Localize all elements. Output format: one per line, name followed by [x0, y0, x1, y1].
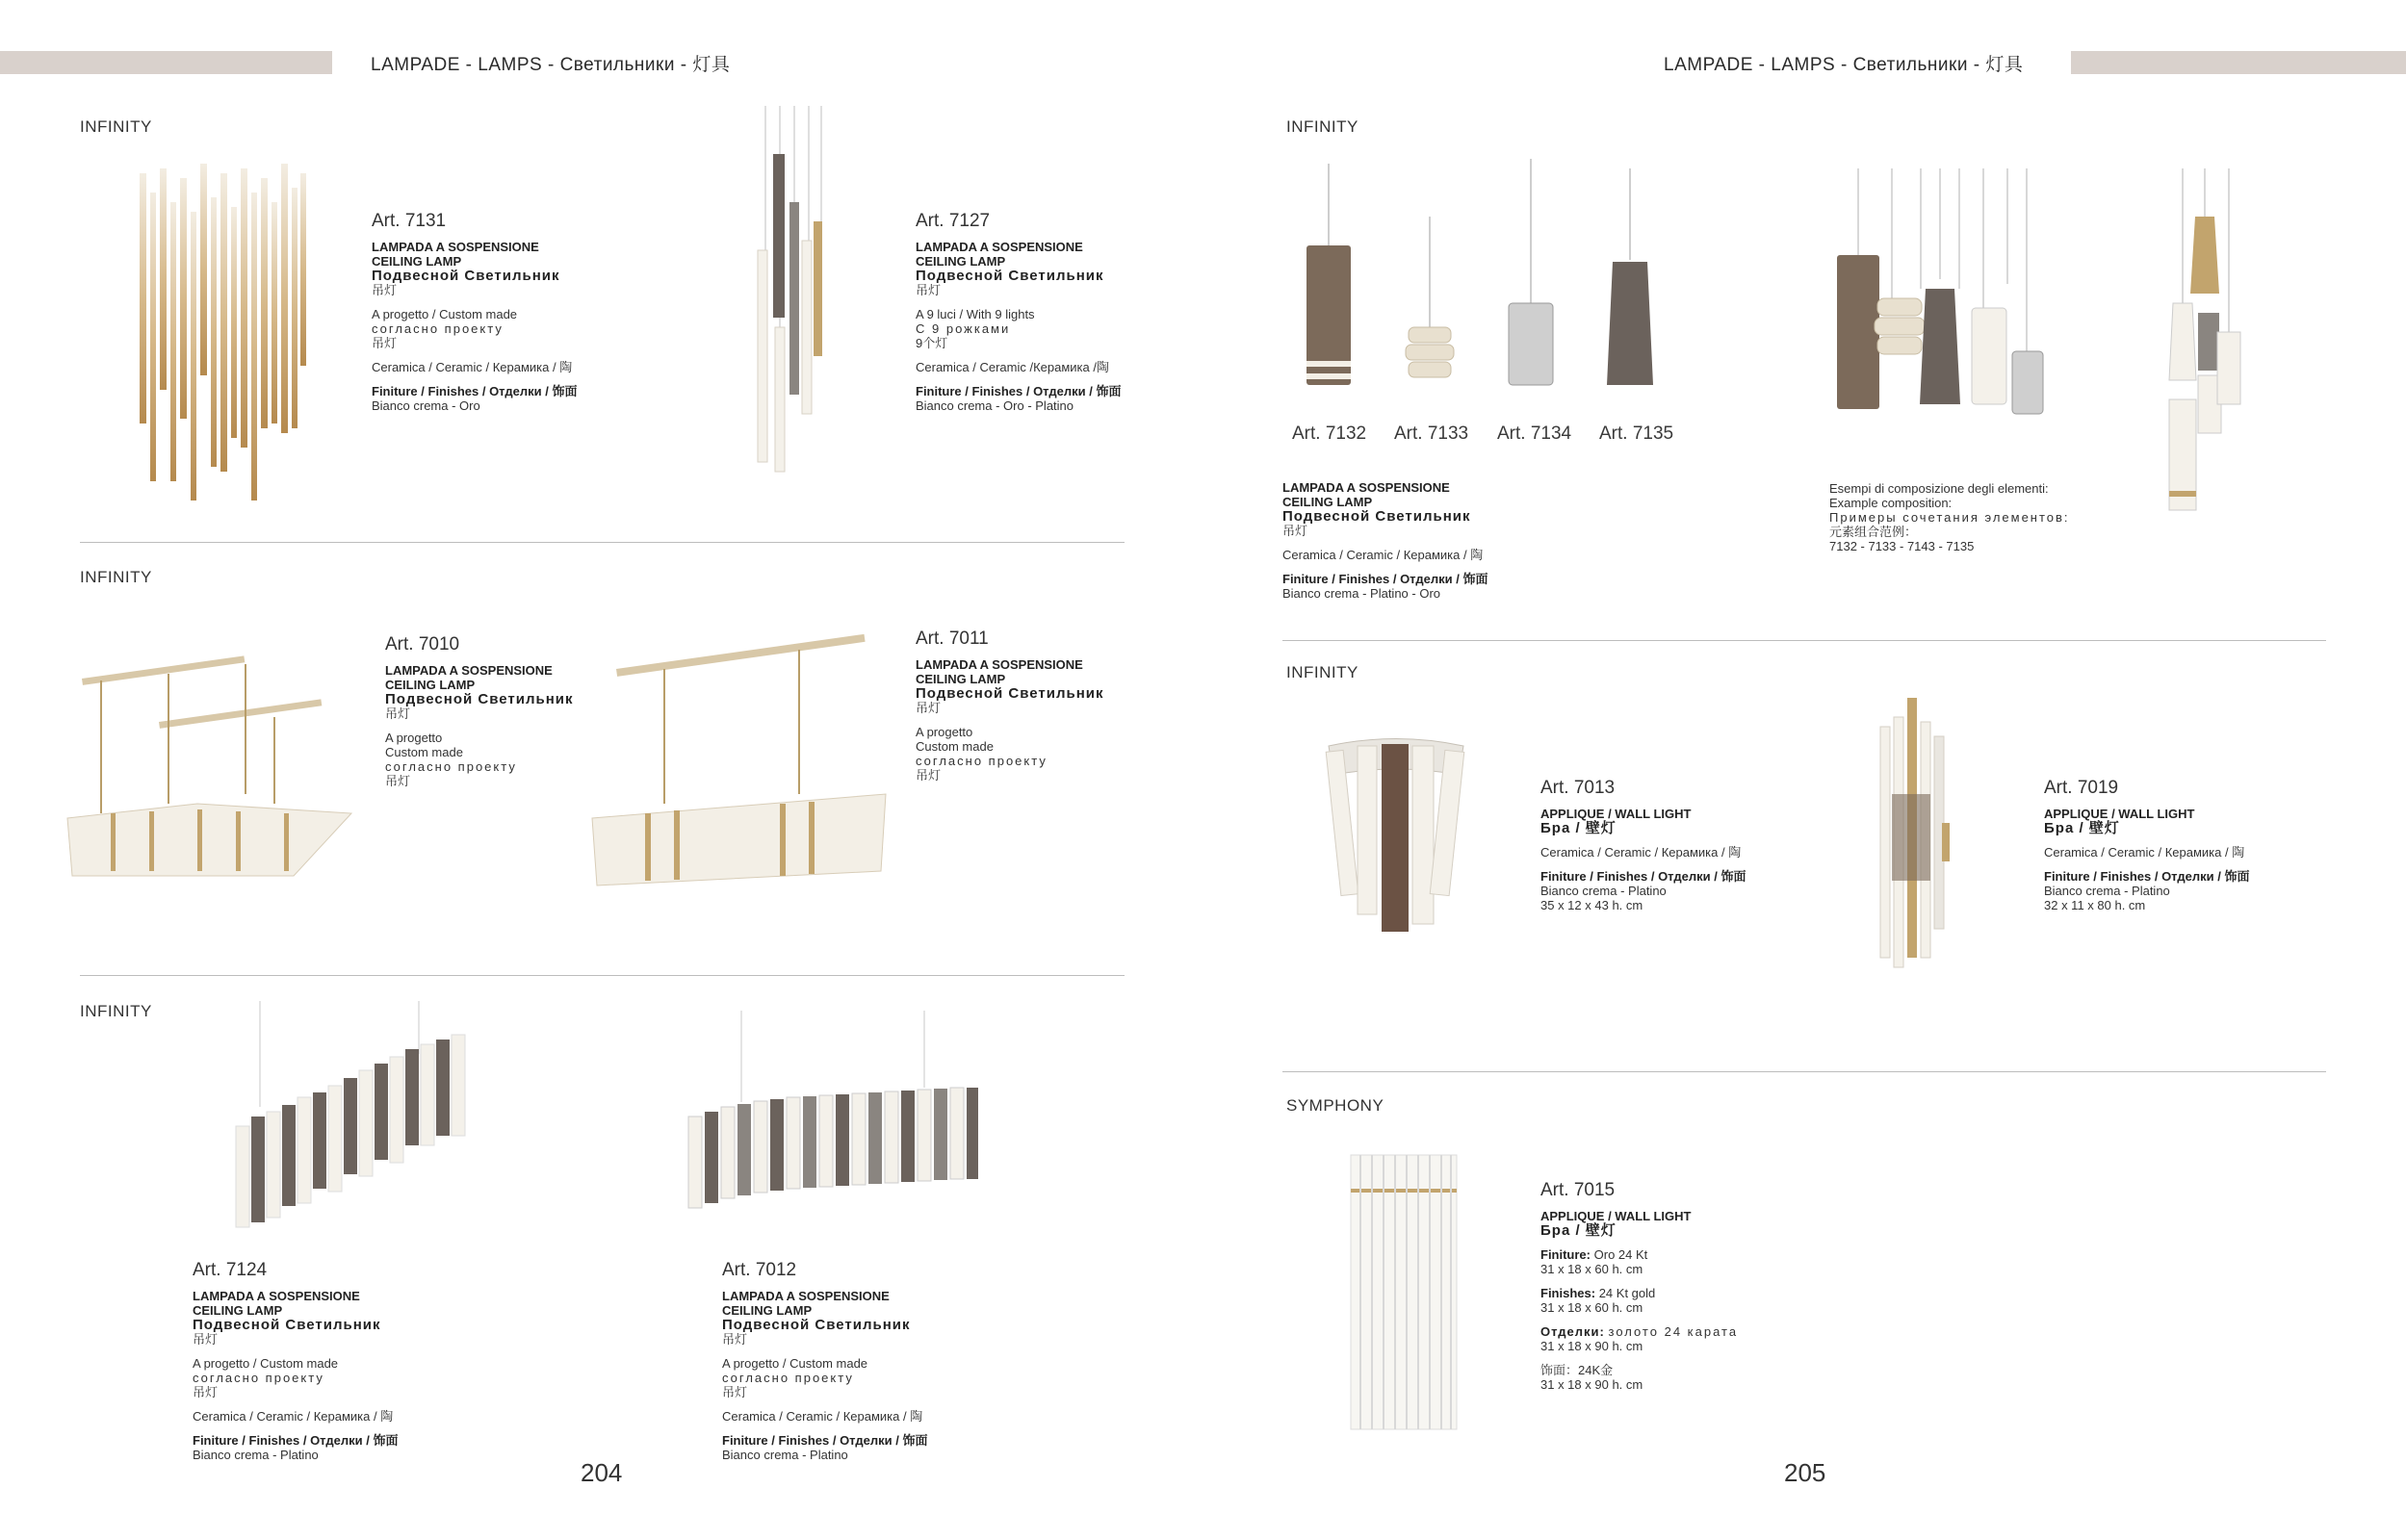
product-7013-info	[1540, 778, 1746, 912]
finishes-value: Bianco crema - Platino	[2044, 884, 2170, 898]
lamp-7010-image	[63, 640, 361, 886]
type-ru: Подвесной Светильник	[916, 685, 1104, 702]
type-ru: Подвесной Светильник	[722, 1317, 911, 1333]
type-cn: 吊灯	[372, 283, 398, 297]
finishes-label: Finiture / Finishes / Отделки / 饰面	[916, 384, 1122, 398]
finish-ru-key: Отделки:	[1540, 1324, 1605, 1339]
dimensions: 32 x 11 x 80 h. cm	[2044, 898, 2146, 912]
type-en: CEILING LAMP	[372, 254, 462, 269]
wall-light-7015-image	[1343, 1150, 1463, 1434]
finish-ru-value: золото 24 карата	[1608, 1324, 1739, 1339]
custom-cn: 吊灯	[722, 1385, 748, 1399]
material: Ceramica / Ceramic / Керамика / 陶	[193, 1409, 394, 1424]
composition-ru: Примеры сочетания элементов:	[1829, 510, 2070, 525]
header-bar-right	[2071, 51, 2406, 74]
type-en: CEILING LAMP	[916, 254, 1006, 269]
composition-info	[1829, 481, 2070, 553]
lamp-7131-image	[135, 164, 308, 500]
type-ru: Подвесной Светильник	[372, 268, 560, 284]
lamp-7012-image	[684, 1011, 982, 1218]
product-7124-info	[193, 1260, 399, 1462]
custom-ru: согласно проекту	[722, 1371, 854, 1385]
type-it: LAMPADA A SOSPENSIONE	[916, 657, 1083, 672]
art-number: Art. 7012	[722, 1260, 797, 1280]
type-en: APPLIQUE / WALL LIGHT	[1540, 1209, 1692, 1223]
composition-vertical-image	[2161, 168, 2248, 515]
finishes-value: Bianco crema - Platino - Oro	[1282, 586, 1441, 601]
art-number: Art. 7015	[1540, 1180, 1616, 1200]
type-en: APPLIQUE / WALL LIGHT	[2044, 807, 2195, 821]
type-en: CEILING LAMP	[385, 678, 476, 692]
art-label-7133: Art. 7133	[1394, 424, 1469, 444]
type-ru: Бра / 壁灯	[2044, 820, 2120, 836]
header-title-right: LAMPADE - LAMPS - Светильники - 灯具	[1664, 55, 2024, 75]
material: Ceramica / Ceramic /Керамика /陶	[916, 360, 1109, 374]
type-cn: 吊灯	[916, 283, 942, 297]
type-ru: Подвесной Светильник	[385, 691, 574, 707]
section-label: SYMPHONY	[1286, 1096, 1384, 1115]
product-7132-set-info	[1282, 480, 1488, 601]
finish-it-dim: 31 x 18 x 60 h. cm	[1540, 1262, 1643, 1276]
finishes-value: Bianco crema - Oro	[372, 398, 480, 413]
finish-en-key: Finishes:	[1540, 1286, 1596, 1300]
finish-en-value: 24 Kt gold	[1598, 1286, 1656, 1300]
section-label: INFINITY	[80, 568, 152, 586]
type-ru: Подвесной Светильник	[916, 268, 1104, 284]
composition-it: Esempi di composizione degli elementi:	[1829, 481, 2049, 496]
art-number: Art. 7010	[385, 634, 460, 654]
wall-light-7013-image	[1324, 736, 1468, 938]
finishes-label: Finiture / Finishes / Отделки / 饰面	[722, 1433, 928, 1448]
custom-line: A progetto / Custom made	[372, 307, 518, 321]
product-7015-info	[1540, 1180, 1739, 1392]
custom-it: A progetto	[916, 725, 973, 739]
finishes-label: Finiture / Finishes / Отделки / 饰面	[193, 1433, 399, 1448]
finish-cn-dim: 31 x 18 x 90 h. cm	[1540, 1377, 1643, 1392]
composition-en: Example composition:	[1829, 496, 1953, 510]
material: Ceramica / Ceramic / Керамика / 陶	[722, 1409, 923, 1424]
section-label: INFINITY	[80, 117, 152, 136]
art-number: Art. 7011	[916, 629, 989, 649]
type-it: LAMPADA A SOSPENSIONE	[372, 240, 539, 254]
material: Ceramica / Ceramic / Керамика / 陶	[372, 360, 573, 374]
type-it: LAMPADA A SOSPENSIONE	[193, 1289, 360, 1303]
divider	[1282, 640, 2326, 641]
finish-en-dim: 31 x 18 x 60 h. cm	[1540, 1300, 1643, 1315]
art-number: Art. 7019	[2044, 778, 2119, 798]
finish-it-key: Finiture:	[1540, 1247, 1591, 1262]
type-it: LAMPADA A SOSPENSIONE	[916, 240, 1083, 254]
product-7012-info	[722, 1260, 928, 1462]
finishes-value: Bianco crema - Platino	[722, 1448, 848, 1462]
custom-cn: 吊灯	[385, 774, 411, 788]
custom-cn: 吊灯	[916, 768, 942, 783]
custom-ru: согласно проекту	[385, 759, 517, 774]
section-label: INFINITY	[1286, 663, 1358, 681]
divider	[80, 542, 1125, 543]
finishes-value: Bianco crema - Platino	[193, 1448, 319, 1462]
product-7011-info	[916, 631, 1104, 783]
type-en: CEILING LAMP	[916, 672, 1006, 686]
finish-ru-dim: 31 x 18 x 90 h. cm	[1540, 1339, 1643, 1353]
custom-ru: согласно проекту	[916, 754, 1048, 768]
lamp-7124-image	[226, 1001, 477, 1237]
finish-it	[1540, 1247, 1738, 1262]
type-en: CEILING LAMP	[722, 1303, 813, 1318]
composition-cluster-image	[1829, 164, 2051, 419]
type-en: CEILING LAMP	[1282, 495, 1373, 509]
custom-cn: 吊灯	[372, 336, 398, 350]
finish-ru	[1540, 1324, 1738, 1339]
art-number: Art. 7124	[193, 1260, 268, 1280]
art-label-7132: Art. 7132	[1292, 424, 1367, 444]
product-7019-info	[2044, 778, 2250, 912]
type-en: CEILING LAMP	[193, 1303, 283, 1318]
header-title-left: LAMPADE - LAMPS - Светильники - 灯具	[371, 55, 731, 75]
custom-line: A progetto / Custom made	[722, 1356, 868, 1371]
art-number: Art. 7013	[1540, 778, 1616, 798]
dimensions: 35 x 12 x 43 h. cm	[1540, 898, 1643, 912]
finishes-value: Bianco crema - Oro - Platino	[916, 398, 1074, 413]
material: Ceramica / Ceramic / Керамика / 陶	[1282, 548, 1484, 562]
page-number-left: 204	[581, 1458, 623, 1487]
lights-ru: С 9 рожками	[916, 321, 1011, 336]
finishes-label: Finiture / Finishes / Отделки / 饰面	[1540, 869, 1746, 884]
composition-cn: 元素组合范例：	[1829, 525, 1918, 539]
section-label: INFINITY	[80, 1002, 152, 1020]
art-label-7134: Art. 7134	[1497, 424, 1572, 444]
page-number-right: 205	[1784, 1458, 1826, 1487]
product-7127-info	[916, 211, 1122, 413]
composition-codes: 7132 - 7133 - 7143 - 7135	[1829, 539, 1975, 553]
lights-cn: 9个灯	[916, 336, 948, 350]
section-label: INFINITY	[1286, 117, 1358, 136]
type-cn: 吊灯	[722, 1332, 748, 1347]
material: Ceramica / Ceramic / Керамика / 陶	[2044, 845, 2245, 860]
product-7131-info	[372, 211, 578, 413]
custom-en: Custom made	[385, 745, 463, 759]
divider	[80, 975, 1125, 976]
type-cn: 吊灯	[1282, 524, 1308, 538]
art-number: Art. 7131	[372, 211, 447, 231]
type-it: LAMPADA A SOSPENSIONE	[1282, 480, 1450, 495]
custom-ru: согласно проекту	[372, 321, 504, 336]
custom-cn: 吊灯	[193, 1385, 219, 1399]
finishes-label: Finiture / Finishes / Отделки / 饰面	[1282, 572, 1488, 586]
type-it: LAMPADA A SOSPENSIONE	[385, 663, 553, 678]
type-cn: 吊灯	[385, 706, 411, 721]
type-ru: Бра / 壁灯	[1540, 1222, 1617, 1239]
divider	[1282, 1071, 2326, 1072]
type-en: APPLIQUE / WALL LIGHT	[1540, 807, 1692, 821]
custom-en: Custom made	[916, 739, 994, 754]
wall-light-7019-image	[1873, 698, 1959, 967]
type-it: LAMPADA A SOSPENSIONE	[722, 1289, 890, 1303]
lights-line: A 9 luci / With 9 lights	[916, 307, 1035, 321]
finish-it-value: Oro 24 Kt	[1593, 1247, 1648, 1262]
lamp-7011-image	[587, 626, 895, 890]
custom-line: A progetto / Custom made	[193, 1356, 339, 1371]
finishes-label: Finiture / Finishes / Отделки / 饰面	[372, 384, 578, 398]
product-7010-info	[385, 634, 574, 788]
finish-en	[1540, 1286, 1738, 1300]
type-ru: Бра / 壁灯	[1540, 820, 1617, 836]
finish-cn: 饰面：24K金	[1540, 1363, 1614, 1377]
material: Ceramica / Ceramic / Керамика / 陶	[1540, 845, 1742, 860]
art-number: Art. 7127	[916, 211, 991, 231]
pendants-7132-7135-image	[1295, 154, 1680, 404]
lamp-7127-image	[746, 106, 833, 476]
type-cn: 吊灯	[916, 701, 942, 715]
type-ru: Подвесной Светильник	[1282, 508, 1471, 525]
header-bar-left	[0, 51, 332, 74]
type-ru: Подвесной Светильник	[193, 1317, 381, 1333]
finishes-label: Finiture / Finishes / Отделки / 饰面	[2044, 869, 2250, 884]
art-label-7135: Art. 7135	[1599, 424, 1674, 444]
finishes-value: Bianco crema - Platino	[1540, 884, 1667, 898]
custom-ru: согласно проекту	[193, 1371, 324, 1385]
type-cn: 吊灯	[193, 1332, 219, 1347]
custom-it: A progetto	[385, 731, 443, 745]
